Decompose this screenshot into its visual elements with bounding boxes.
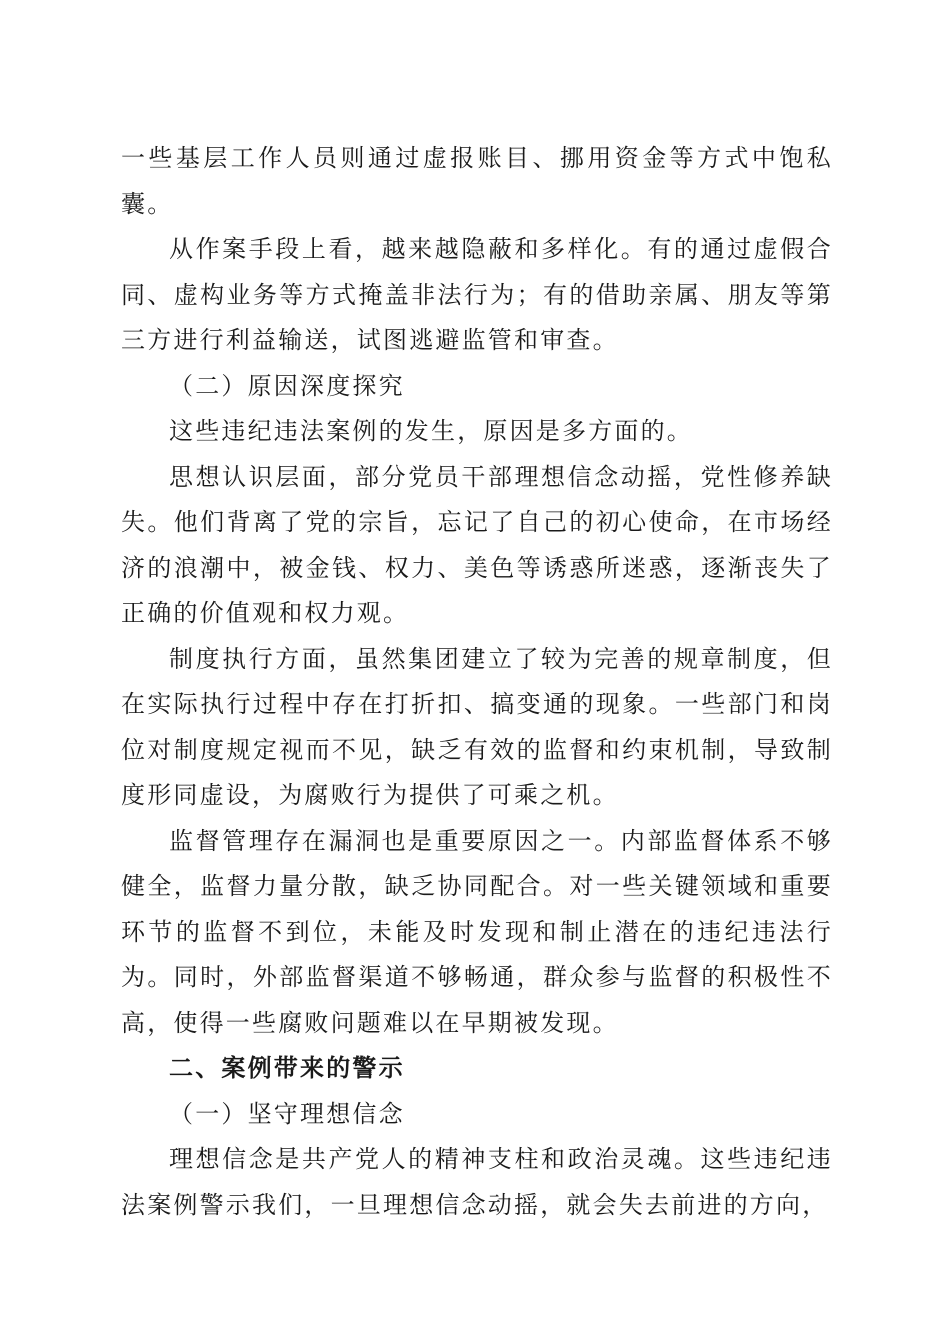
section-heading-warnings: 二、案例带来的警示: [169, 1054, 405, 1082]
document-body: [121, 136, 833, 1228]
paragraph-ideological: 思想认识层面，部分党员干部理想信念动摇，党性修养缺失。他们背离了党的宗旨，忘记了自己的初心使命，在市场经济的浪潮中，被金钱、权力、美色等诱惑所迷惑，逐渐丧失了正确的价值观和权力观。: [121, 462, 833, 627]
paragraph-institutional: 制度执行方面，虽然集团建立了较为完善的规章制度，但在实际执行过程中存在打折扣、搞变通的现象。一些部门和岗位对制度规定视而不见，缺乏有效的监督和约束机制，导致制度形同虚设，为腐败行为提供了可乘之机。: [121, 644, 833, 809]
paragraph-methods: 从作案手段上看，越来越隐蔽和多样化。有的通过虚假合同、虚构业务等方式掩盖非法行为；有的借助亲属、朋友等第三方进行利益输送，试图逃避监管和审查。: [121, 235, 833, 354]
paragraph-ideals: 理想信念是共产党人的精神支柱和政治灵魂。这些违纪违法案例警示我们，一旦理想信念动摇，就会失去前进的方向，: [121, 1145, 833, 1219]
paragraph-supervision: 监督管理存在漏洞也是重要原因之一。内部监督体系不够健全，监督力量分散，缺乏协同配合。对一些关键领域和重要环节的监督不到位，未能及时发现和制止潜在的违纪违法行为。同时，外部监督渠道不够畅通，群众参与监督的积极性不高，使得一些腐败问题难以在早期被发现。: [121, 826, 833, 1037]
paragraph-continued: 一些基层工作人员则通过虚报账目、挪用资金等方式中饱私囊。: [121, 144, 833, 218]
subheading-ideals: （一）坚守理想信念: [169, 1099, 405, 1128]
paragraph-causes-intro: 这些违纪违法案例的发生，原因是多方面的。: [169, 417, 693, 445]
subheading-causes: （二）原因深度探究: [169, 371, 405, 400]
